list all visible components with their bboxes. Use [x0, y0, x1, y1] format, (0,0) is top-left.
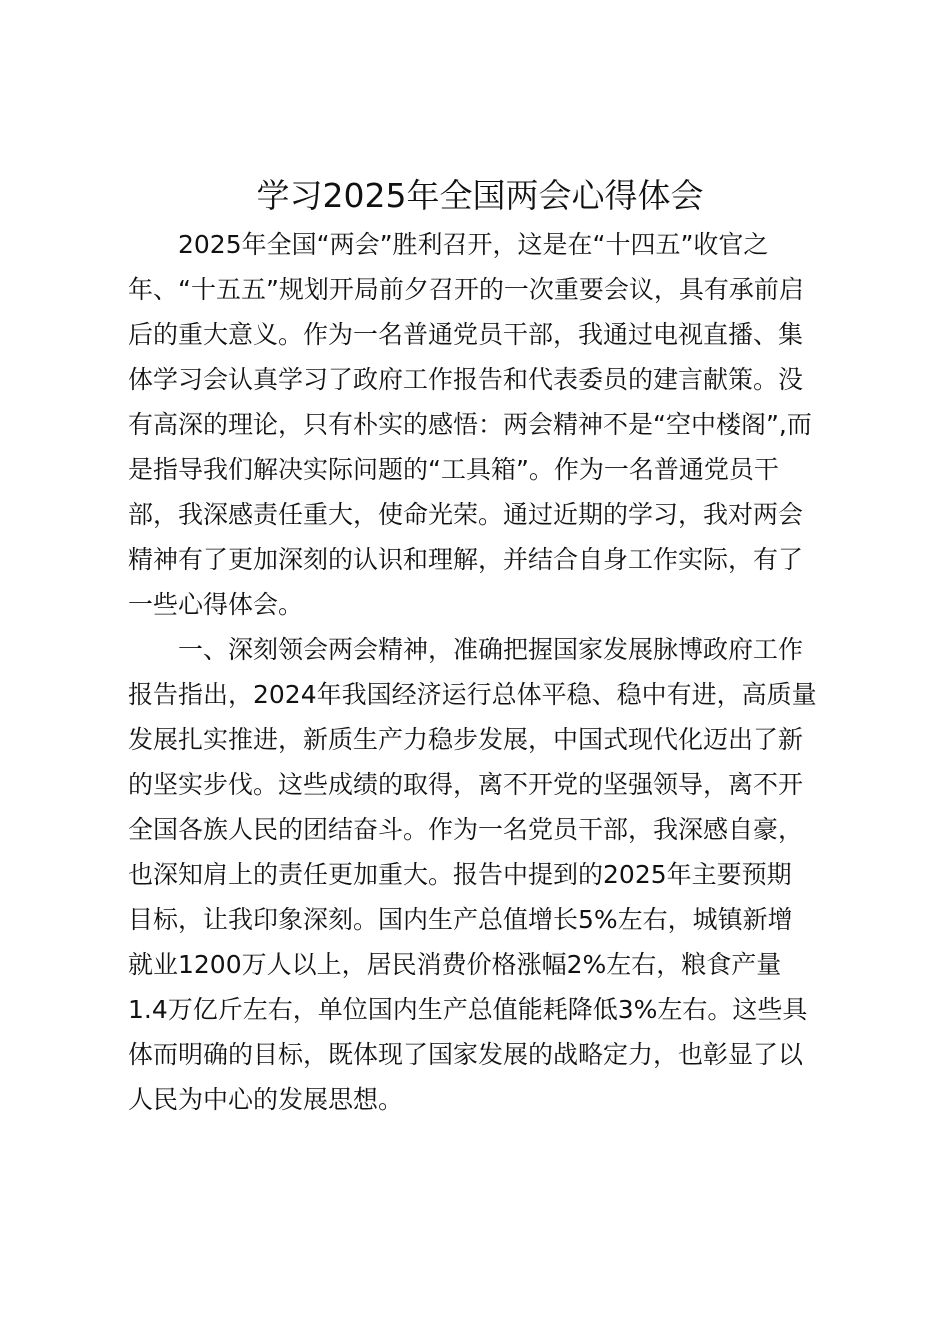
paragraph-2-line: 1.4万亿斤左右，单位国内生产总值能耗降低3%左右。这些具 [128, 995, 808, 1024]
document-title: 学习2025年全国两会心得体会 [256, 176, 704, 215]
paragraph-2-line: 的坚实步伐。这些成绩的取得，离不开党的坚强领导，离不开 [128, 770, 804, 799]
paragraph-1-line: 一些心得体会。 [128, 590, 304, 619]
paragraph-1-line: 年、“十五五”规划开局前夕召开的一次重要会议，具有承前启 [128, 275, 804, 304]
paragraph-2-line: 也深知肩上的责任更加重大。报告中提到的2025年主要预期 [128, 860, 792, 889]
paragraph-1-line: 体学习会认真学习了政府工作报告和代表委员的建言献策。没 [128, 365, 804, 394]
paragraph-2-line: 全国各族人民的团结奋斗。作为一名党员干部，我深感自豪， [128, 815, 804, 844]
paragraph-2-line: 一、深刻领会两会精神，准确把握国家发展脉博政府工作 [178, 635, 804, 664]
paragraph-1-line: 有高深的理论，只有朴实的感悟：两会精神不是“空中楼阁”,而 [128, 410, 812, 439]
paragraph-2-line: 体而明确的目标，既体现了国家发展的战略定力，也彰显了以 [128, 1040, 804, 1069]
paragraph-2-line: 报告指出，2024年我国经济运行总体平稳、稳中有进，高质量 [128, 680, 817, 709]
paragraph-2-line: 目标，让我印象深刻。国内生产总值增长5%左右，城镇新增 [128, 905, 793, 934]
paragraph-2-line: 人民为中心的发展思想。 [128, 1085, 404, 1114]
paragraph-1-line: 部，我深感责任重大，使命光荣。通过近期的学习，我对两会 [128, 500, 804, 529]
paragraph-2-line: 就业1200万人以上，居民消费价格涨幅2%左右，粮食产量 [128, 950, 782, 979]
paragraph-1-line: 是指导我们解决实际问题的“工具箱”。作为一名普通党员干 [128, 455, 779, 484]
paragraph-1-line: 2025年全国“两会”胜利召开，这是在“十四五”收官之 [178, 230, 769, 259]
paragraph-2-line: 发展扎实推进，新质生产力稳步发展，中国式现代化迈出了新 [128, 725, 804, 754]
paragraph-1-line: 精神有了更加深刻的认识和理解，并结合自身工作实际，有了 [128, 545, 804, 574]
paragraph-1-line: 后的重大意义。作为一名普通党员干部，我通过电视直播、集 [128, 320, 804, 349]
